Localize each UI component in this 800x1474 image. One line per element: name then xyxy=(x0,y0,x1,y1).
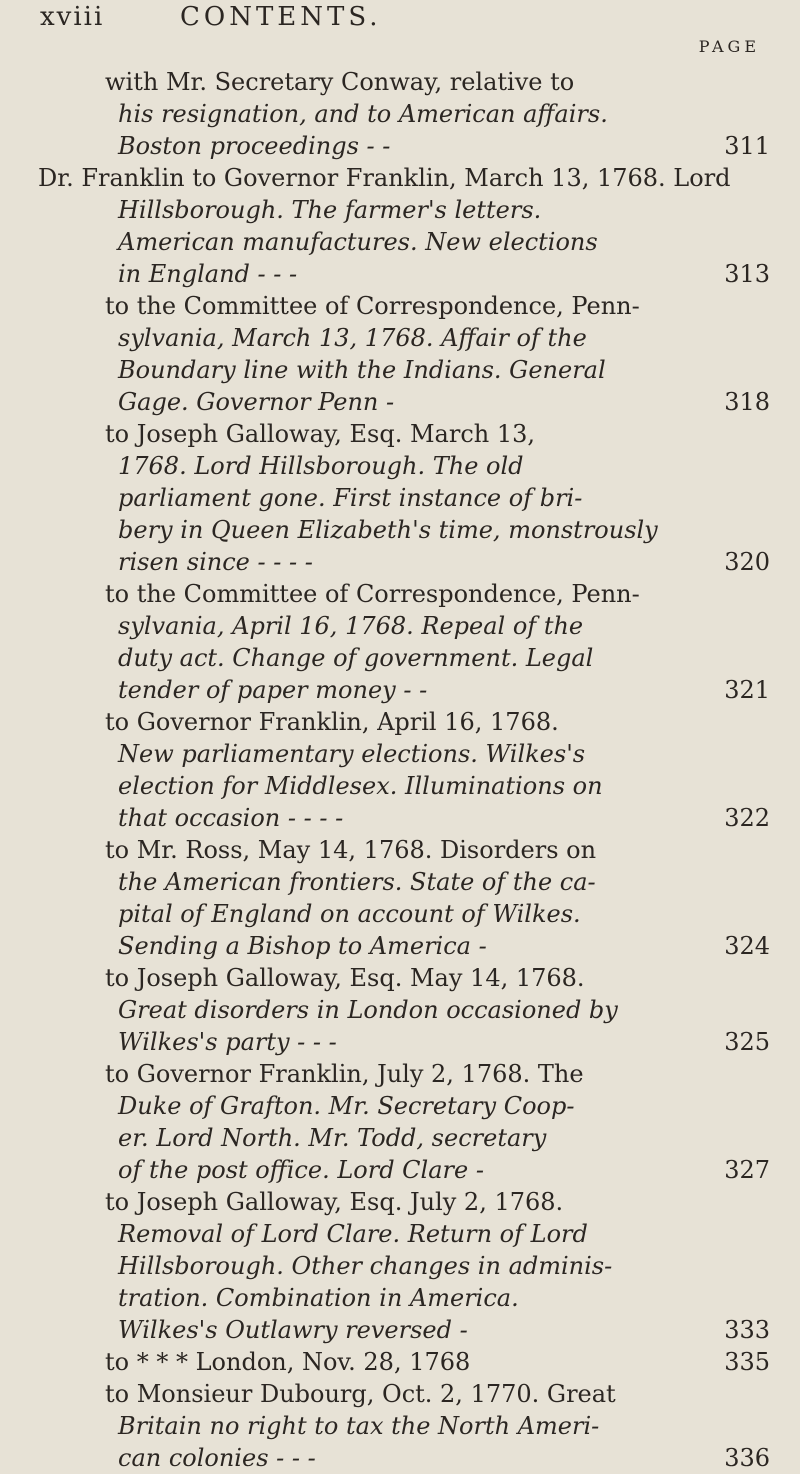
entry-line-text: sylvania, March 13, 1768. Affair of the xyxy=(118,324,587,352)
entry-line-text: Sending a Bishop to America - xyxy=(118,932,487,960)
entry-line xyxy=(0,1378,800,1410)
entry-page-number: 335 xyxy=(724,1348,770,1376)
entry-line xyxy=(0,578,800,610)
entry-page-number: 333 xyxy=(724,1316,770,1344)
entry-line-text: with Mr. Secretary Conway, relative to xyxy=(105,68,575,96)
entry-line-text: Great disorders in London occasioned by xyxy=(118,996,618,1024)
entry-page-number: 327 xyxy=(724,1156,770,1184)
entry-page-number: 324 xyxy=(724,932,770,960)
entry-line-text: er. Lord North. Mr. Todd, secretary xyxy=(118,1124,547,1152)
entry-page-number: 318 xyxy=(724,388,770,416)
entry-line-text: in England - - - xyxy=(118,260,298,288)
entry-line-text: his resignation, and to American affairs. xyxy=(118,100,608,128)
entry-line-text: Duke of Grafton. Mr. Secretary Coop- xyxy=(118,1092,575,1120)
entry-line xyxy=(0,130,800,162)
entry-line xyxy=(0,642,800,674)
entry-line-text: Gage. Governor Penn - xyxy=(118,388,395,416)
entry-line-text: to Mr. Ross, May 14, 1768. Disorders on xyxy=(105,836,597,864)
entry-line xyxy=(0,866,800,898)
entry-line-text: Hillsborough. The farmer's letters. xyxy=(118,196,542,224)
entry-line xyxy=(0,546,800,578)
entry-line-text: to Joseph Galloway, Esq. May 14, 1768. xyxy=(105,964,585,992)
entry-line xyxy=(0,1314,800,1346)
entry-line-text: can colonies - - - xyxy=(118,1444,316,1472)
page-header xyxy=(40,2,760,62)
entry-page-number: 320 xyxy=(724,548,770,576)
contents-entry xyxy=(0,66,800,162)
contents-entry xyxy=(0,834,800,962)
entry-line xyxy=(0,770,800,802)
entry-line-text: duty act. Change of government. Legal xyxy=(118,644,594,672)
entry-line xyxy=(0,610,800,642)
entry-line-text: parliament gone. First instance of bri- xyxy=(118,484,583,512)
entry-line xyxy=(0,674,800,706)
entry-line xyxy=(0,450,800,482)
entry-line xyxy=(0,1442,800,1474)
entry-line xyxy=(0,386,800,418)
entry-line xyxy=(0,962,800,994)
entry-line xyxy=(0,1154,800,1186)
entry-line xyxy=(0,738,800,770)
entry-line-text: 1768. Lord Hillsborough. The old xyxy=(118,452,524,480)
entry-page-number: 321 xyxy=(724,676,770,704)
contents-entry xyxy=(0,418,800,578)
contents-entry xyxy=(0,1346,800,1378)
entry-line xyxy=(0,1282,800,1314)
entry-line-text: to the Committee of Correspondence, Penn- xyxy=(105,292,640,320)
entry-line-text: of the post office. Lord Clare - xyxy=(118,1156,484,1184)
entry-line-text: to Monsieur Dubourg, Oct. 2, 1770. Great xyxy=(105,1380,616,1408)
entry-line xyxy=(0,1090,800,1122)
entry-line xyxy=(0,1186,800,1218)
entry-line xyxy=(0,930,800,962)
entry-line xyxy=(0,1026,800,1058)
contents-entry xyxy=(0,162,800,290)
entry-line xyxy=(0,1122,800,1154)
entry-line xyxy=(0,162,800,194)
entry-line xyxy=(0,482,800,514)
entry-page-number: 313 xyxy=(724,260,770,288)
entry-line xyxy=(0,898,800,930)
contents-entry xyxy=(0,1058,800,1186)
entry-line-text: election for Middlesex. Illuminations on xyxy=(118,772,603,800)
entry-line-text: pital of England on account of Wilkes. xyxy=(118,900,581,928)
contents-entry xyxy=(0,578,800,706)
contents-entry xyxy=(0,290,800,418)
entry-line-text: Dr. Franklin to Governor Franklin, March 13, 1768. Lord xyxy=(38,164,731,192)
entry-line-text: that occasion - - - - xyxy=(118,804,344,832)
entry-line-text: bery in Queen Elizabeth's time, monstrously xyxy=(118,516,658,544)
entry-line xyxy=(0,354,800,386)
entry-line xyxy=(0,1410,800,1442)
entry-line xyxy=(0,706,800,738)
entry-line xyxy=(0,258,800,290)
entry-line-text: to Joseph Galloway, Esq. March 13, xyxy=(105,420,536,448)
entry-line xyxy=(0,418,800,450)
entry-line xyxy=(0,834,800,866)
entry-line-text: sylvania, April 16, 1768. Repeal of the xyxy=(118,612,584,640)
entry-line-text: American manufactures. New elections xyxy=(118,228,598,256)
entry-page-number: 311 xyxy=(724,132,770,160)
contents-entry xyxy=(0,1186,800,1346)
entry-line-text: to Joseph Galloway, Esq. July 2, 1768. xyxy=(105,1188,564,1216)
entry-line-text: New parliamentary elections. Wilkes's xyxy=(118,740,586,768)
entry-line-text: to Governor Franklin, July 2, 1768. The xyxy=(105,1060,584,1088)
entry-page-number: 325 xyxy=(724,1028,770,1056)
entry-line-text: Wilkes's Outlawry reversed - xyxy=(118,1316,468,1344)
entry-line-text: tration. Combination in America. xyxy=(118,1284,519,1312)
entry-line xyxy=(0,1250,800,1282)
entry-line-text: risen since - - - - xyxy=(118,548,313,576)
contents-entry xyxy=(0,962,800,1058)
contents-entry xyxy=(0,706,800,834)
entry-line-text: to the Committee of Correspondence, Penn- xyxy=(105,580,640,608)
entry-line-text: Hillsborough. Other changes in adminis- xyxy=(118,1252,613,1280)
entry-line-text: tender of paper money - - xyxy=(118,676,428,704)
entry-line-text: the American frontiers. State of the ca- xyxy=(118,868,596,896)
entry-page-number: 336 xyxy=(724,1444,770,1472)
entry-line-text: Boston proceedings - - xyxy=(118,132,391,160)
contents-entry xyxy=(0,1378,800,1474)
entry-line xyxy=(0,802,800,834)
entry-line xyxy=(0,98,800,130)
entry-line xyxy=(0,1058,800,1090)
entry-line-text: to * * * London, Nov. 28, 1768 xyxy=(105,1348,471,1376)
entry-page-number: 322 xyxy=(724,804,770,832)
entry-line xyxy=(0,290,800,322)
running-title: CONTENTS. xyxy=(180,2,382,32)
contents-list xyxy=(0,66,800,1474)
entry-line xyxy=(0,66,800,98)
entry-line xyxy=(0,514,800,546)
entry-line-text: to Governor Franklin, April 16, 1768. xyxy=(105,708,559,736)
entry-line-text: Wilkes's party - - - xyxy=(118,1028,337,1056)
page-number: xviii xyxy=(40,2,105,32)
entry-line xyxy=(0,1346,800,1378)
entry-line-text: Britain no right to tax the North Ameri- xyxy=(118,1412,600,1440)
entry-line xyxy=(0,322,800,354)
entry-line xyxy=(0,194,800,226)
entry-line-text: Removal of Lord Clare. Return of Lord xyxy=(118,1220,588,1248)
entry-line xyxy=(0,1218,800,1250)
entry-line xyxy=(0,994,800,1026)
entry-line xyxy=(0,226,800,258)
page-column-heading: PAGE xyxy=(698,37,760,56)
entry-line-text: Boundary line with the Indians. General xyxy=(118,356,606,384)
